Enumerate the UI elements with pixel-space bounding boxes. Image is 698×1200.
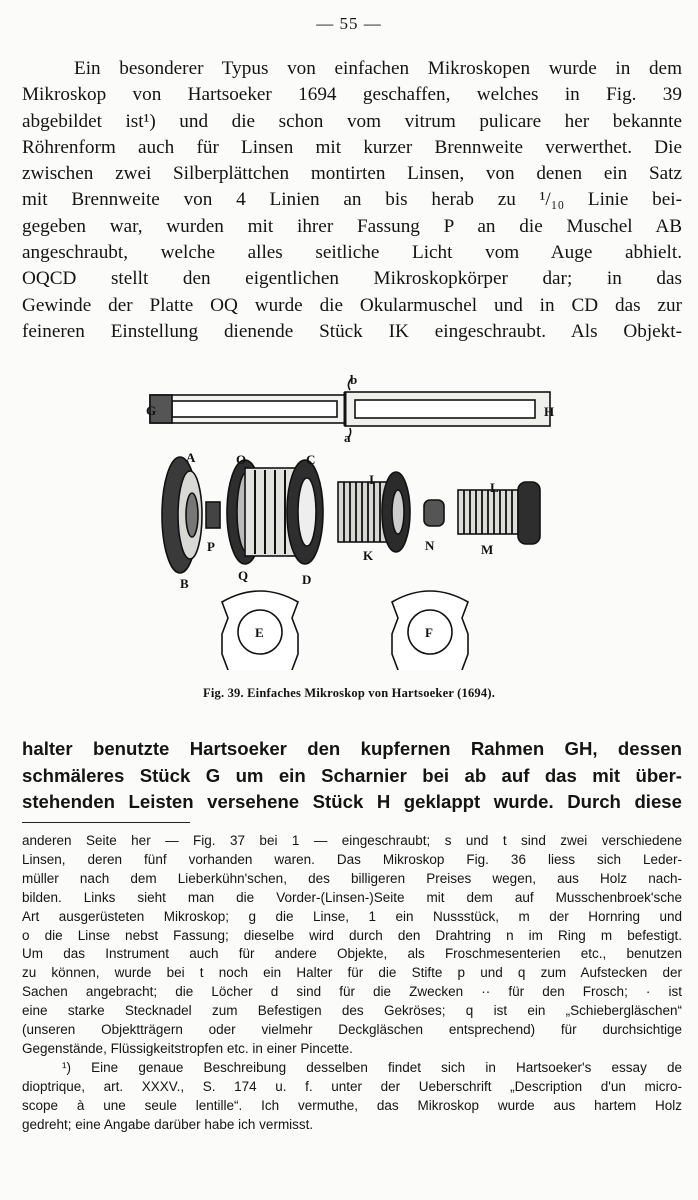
text-line: feineren Einstellung dienende Stück IK eingeschraubt. Als Objekt- (22, 320, 682, 342)
frame-gh (150, 378, 550, 438)
text-line: Gewinde der Platte OQ wurde die Okularmuschel und in CD das zur (22, 294, 682, 316)
text-line: halter benutzte Hartsoeker den kupfernen Rahmen GH, dessen (22, 738, 682, 759)
footnotes (22, 832, 682, 1135)
label-f: F (425, 625, 433, 640)
footnote-rule (22, 822, 190, 823)
page-number: — 55 — (316, 14, 382, 33)
footnote-line: dioptrique, art. XXXV., S. 174 u. f. unter der Ueberschrift „Description d'un micro- (22, 1078, 682, 1094)
footnote-line: eine starke Stecknadel zum Befestigen des Gekröses; q ist ein „Schiebergläschen“ (22, 1003, 682, 1019)
footnote-line: anderen Seite her — Fig. 37 bei 1 — eingeschraubt; s und t sind zwei verschiedene (22, 833, 682, 848)
label-k: K (363, 548, 374, 563)
label-c: C (306, 452, 316, 467)
label-i: I (369, 472, 375, 487)
text-line: Röhrenform auch für Linsen mit kurzer Brennweite verwerthet. Die (22, 136, 682, 158)
label-b-cup: B (180, 576, 189, 591)
piece-n (424, 500, 444, 526)
text-line: zwischen zwei Silberplättchen montirten Linsen, von denen ein Satz (22, 163, 682, 185)
label-q: Q (238, 568, 249, 583)
footnote-line: Art ausgerüsteten Mikroskop; g die Linse, 1 ein Nussstück, m der Hornring und (22, 908, 682, 924)
figure-caption: Fig. 39. Einfaches Mikroskop von Hartsoeker (1694). (202, 686, 496, 700)
footnote-line: bilden. Links sieht man die Vorder-(Linsen-)Seite mit dem auf Musschenbroek'sche (22, 889, 682, 905)
label-m: M (481, 542, 494, 557)
piece-lm (458, 482, 540, 544)
footnote-line: (unseren Objektträgern oder vielmehr Deckgläschen entsprechend) für durchsichtige (22, 1022, 682, 1038)
text-line: schmäleres Stück G um ein Scharnier bei ab auf das mit über- (22, 764, 682, 786)
label-a: a (344, 430, 351, 445)
text-line: abgebildet ist¹) und die schon vom vitrum pulicare her bekannte (22, 110, 682, 132)
label-l: L (490, 480, 499, 495)
label-e: E (255, 625, 264, 640)
text-line: mit Brennweite von 4 Linien an bis herab zu ¹/₁₀ Linie bei- (22, 189, 682, 211)
footnote-line: ¹) Eine genaue Beschreibung desselben findet sich in Hartsoeker's essay de (62, 1059, 682, 1075)
label-d: D (302, 572, 312, 587)
text-line: stehenden Leisten versehene Stück H geklappt wurde. Durch diese (22, 791, 682, 812)
label-n: N (425, 538, 435, 553)
footnote-line: gedreht; eine Angabe darüber habe ich vermisst. (22, 1116, 314, 1132)
label-o: O (236, 452, 247, 467)
text-line: Mikroskop von Hartsoeker 1694 geschaffen, welches in Fig. 39 (22, 84, 682, 106)
body-oqcd (227, 460, 323, 564)
footnote-line: Sachen angebracht; die Löcher d sind für die Zwecken ·· für den Frosch; · ist (22, 984, 682, 1000)
text-line: angeschraubt, welche alles seitliche Licht vom Auge abhielt. (22, 242, 682, 264)
main-paragraph (22, 56, 682, 345)
footnote-line: Gegenstände, Flüssigkeitstropfen etc. in einer Pincette. (22, 1040, 353, 1056)
label-p: P (207, 539, 215, 554)
text-line: OQCD stellt den eigentlichen Mikroskopkörper dar; in das (22, 268, 682, 290)
label-a-cup: A (186, 450, 196, 465)
text-line: Ein besonderer Typus von einfachen Mikroskopen wurde in dem (74, 58, 682, 79)
label-b: b (350, 372, 358, 387)
continuation-paragraph (22, 736, 682, 816)
label-h: H (544, 404, 555, 419)
text-line: gegeben war, wurden mit ihrer Fassung P an die Muschel AB (22, 215, 682, 237)
footnote-line: scope à une seule lentille“. Ich vermuthe, das Mikroskop wurde aus hartem Holz (22, 1097, 682, 1113)
footnote-line: o die Linse nebst Fassung; dieselbe wird durch den Drahtring n im Ring m befestigt. (22, 927, 682, 943)
footnote-line: müller nach dem Lieberkühn'schen, des billigeren Preises wegen, aus Holz nach- (22, 870, 682, 886)
footnote-line: zu können, wurde bei t noch ein Halter für die Stifte p und q zum Aufstecken der (22, 965, 682, 981)
label-g: G (146, 403, 157, 418)
microscope-illustration (0, 370, 698, 670)
cup-ab (162, 457, 220, 573)
footnote-line: Um das Instrument auch für andere Objekte, als Froschmesenterien etc., benutzen (22, 946, 682, 962)
footnote-line: Linsen, deren fünf vorhanden waren. Das Mikroskop Fig. 36 liess sich Leder- (22, 851, 682, 867)
figure-39 (0, 370, 698, 670)
